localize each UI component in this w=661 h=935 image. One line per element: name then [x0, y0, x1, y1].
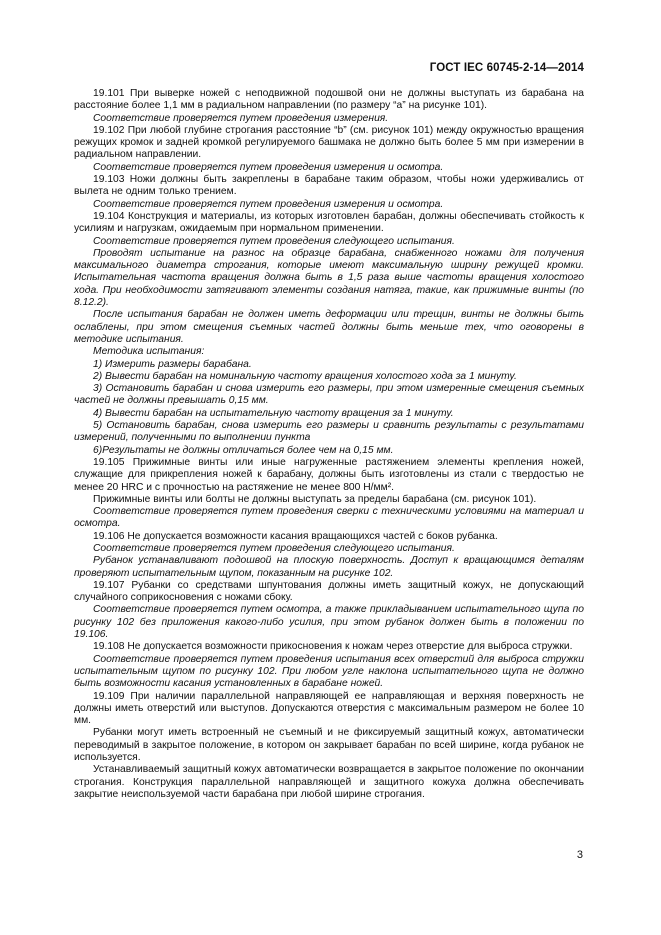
clause-paragraph: 19.105 Прижимные винты или иные нагруженные растяжением элементы крепления ножей, служащие для прикрепления ножей к барабану, должны быть изготовлены из стали с твердостью не менее 20 HRC и с прочностью на растяжение не менее 800 Н/мм².	[74, 456, 584, 493]
clause-paragraph: 19.106 Не допускается возможности касания вращающихся частей с боков рубанка.	[93, 530, 498, 542]
compliance-paragraph: Соответствие проверяется путем проведения измерения и осмотра.	[93, 161, 444, 173]
compliance-paragraph: 5) Остановить барабан, снова измерить его размеры и сравнить результаты с результатами измерений, полученными по выполнении пункта	[74, 420, 584, 444]
clause-paragraph: Рубанки могут иметь встроенный не съемный и не фиксируемый защитный кожух, автоматически переводимый в закрытое положение, в котором он закрывает барабан по всей ширине, когда рубанок не используется.	[74, 727, 584, 764]
page-number: 3	[576, 849, 583, 861]
compliance-paragraph: 4) Вывести барабан на испытательную частоту вращения за 1 минуту.	[93, 407, 454, 419]
document-body	[74, 88, 584, 801]
clause-paragraph: Устанавливаемый защитный кожух автоматически возвращается в закрытое положение по окончании строгания. Конструкция параллельной направляющей и защитного кожуха должна обеспечивать закрытие неиспользуемой части барабана при любой ширине строгания.	[74, 764, 584, 800]
compliance-paragraph: 1) Измерить размеры барабана.	[93, 358, 252, 370]
clause-paragraph: 19.109 При наличии параллельной направляющей ее направляющая и верхняя поверхность не должны иметь отверстий или выступов. Допускаются отверстия с максимальным размером не более 10 мм.	[74, 690, 584, 727]
compliance-paragraph: Соответствие проверяется путем проведения следующего испытания.	[93, 235, 455, 247]
compliance-paragraph: После испытания барабан не должен иметь деформации или трещин, винты не должны быть ослаблены, при этом смещения съемных частей должны быть меньше тех, что оговорены в методике испытания.	[74, 309, 584, 345]
document-header: ГОСТ IEC 60745-2-14—2014	[429, 62, 584, 74]
compliance-paragraph: Проводят испытание на разнос на образце барабана, снабженного ножами для получения максимального диаметра строгания, которые имеют максимальную ширину режущей кромки. Испытательная частота вращения должна быть в 1,5 раза выше частоты вращения холостого хода. При необходимости затягивают элементы создания натяга, такие, как прижимные винты (по 8.12.2).	[74, 247, 584, 309]
clause-paragraph: Прижимные винты или болты не должны выступать за пределы барабана (см. рисунок 101).	[93, 493, 537, 505]
compliance-paragraph: Методика испытания:	[93, 346, 205, 358]
compliance-paragraph: Рубанок устанавливают подошвой на плоскую поверхность. Доступ к вращающимся деталям проверяют испытательным щупом, показанным на рисунке 102.	[74, 555, 584, 579]
compliance-paragraph: Соответствие проверяется путем проведения испытания всех отверстий для выброса стружки испытательным щупом по рисунку 102. При любом угле наклона испытательного щупа не должно быть возможности касания установленных в барабане ножей.	[74, 653, 584, 690]
clause-paragraph: 19.107 Рубанки со средствами шпунтования должны иметь защитный кожух, не допускающий случайного соприкосновения с ножами сбоку.	[74, 579, 584, 604]
clause-paragraph: 19.103 Ножи должны быть закреплены в барабане таким образом, чтобы ножи удерживались от вылета не одним только трением.	[74, 174, 584, 198]
clause-paragraph: 19.104 Конструкция и материалы, из которых изготовлен барабан, должны обеспечивать стойкость к усилиям и нагрузкам, ожидаемым при нормальном применении.	[74, 210, 584, 235]
compliance-paragraph: 6)Результаты не должны отличаться более чем на 0,15 мм.	[93, 444, 394, 456]
clause-paragraph: 19.101 При выверке ножей с неподвижной подошвой они не должны выступать из барабана на расстояние более 1,1 мм в радиальном направлении (по размеру “a” на рисунке 101).	[74, 88, 584, 112]
compliance-paragraph: Соответствие проверяется путем осмотра, а также прикладыванием испытательного щупа по рисунку 102 без приложения какого-либо усилия, при этом рубанок должен быть в положении по 19.106.	[74, 604, 584, 641]
clause-paragraph: 19.102 При любой глубине строгания расстояние “b” (см. рисунок 101) между окружностью вращения режущих кромок и задней кромкой регулируемого башмака не должно быть более 5 мм при измерении в радиальном направлении.	[74, 124, 584, 161]
compliance-paragraph: Соответствие проверяется путем проведения измерения.	[93, 112, 389, 124]
compliance-paragraph: Соответствие проверяется путем проведения измерения и осмотра.	[93, 198, 444, 210]
compliance-paragraph: 2) Вывести барабан на номинальную частоту вращения холостого хода за 1 минуту.	[93, 370, 517, 382]
compliance-paragraph: 3) Остановить барабан и снова измерить его размеры, при этом измеренные смещения съемных частей не должны превышать 0,15 мм.	[74, 383, 584, 407]
compliance-paragraph: Соответствие проверяется путем проведения следующего испытания.	[93, 542, 455, 554]
compliance-paragraph: Соответствие проверяется путем проведения сверки с техническими условиями на материал и осмотра.	[74, 506, 584, 530]
clause-paragraph: 19.108 Не допускается возможности прикосновения к ножам через отверстие для выброса стружки.	[93, 641, 573, 653]
